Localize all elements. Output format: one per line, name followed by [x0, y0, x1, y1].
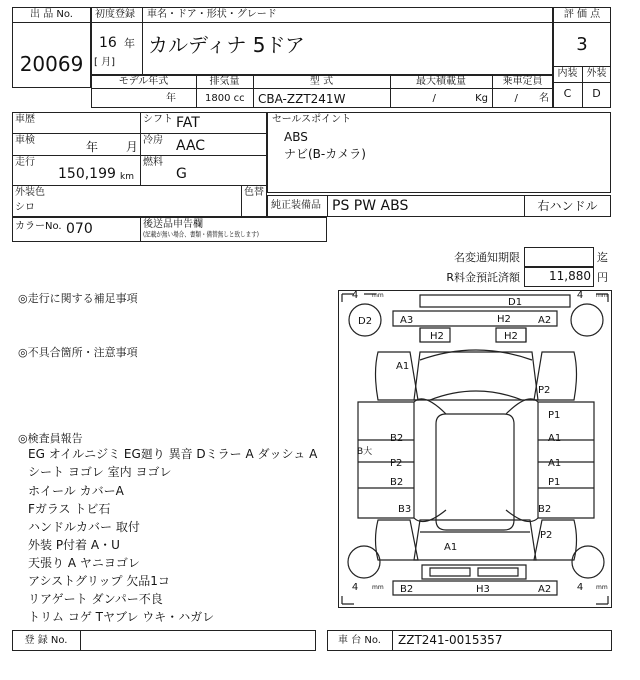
chassis-value: ZZT241-0015357: [398, 633, 503, 647]
exterior-label: 外装: [586, 68, 607, 79]
inspector-line-5: ハンドルカバー 取付: [28, 520, 140, 534]
mark-quarter-right-top: B2: [538, 504, 552, 515]
interior-label: 内装: [557, 68, 578, 79]
mark-lamp-right: H2: [504, 331, 518, 342]
fuel-label: 燃料: [143, 157, 163, 168]
inspector-line-4: Fガラス トビ石: [28, 502, 111, 516]
inspector-line-1: EG オイルニジミ EG廻り 異音 Dミラー A ダッシュ A: [28, 447, 318, 461]
mark-door-rr-top: A1: [548, 458, 562, 469]
history-label: 車歴: [15, 114, 35, 125]
grade-label: 評 価 点: [563, 9, 601, 20]
front-bumper-outline: [420, 295, 570, 307]
mark-lamp-left: H2: [430, 331, 444, 342]
fuel-value: G: [176, 166, 187, 182]
lot-no-label: 出 品 No.: [30, 9, 73, 20]
tire-unit-fl: mm: [372, 292, 384, 299]
equipment-value: PS PW ABS: [332, 198, 409, 214]
handle-value: 右ハンドル: [537, 199, 598, 213]
mark-wheel-fl: D2: [358, 316, 373, 327]
first-reg-year-unit: 年: [124, 37, 135, 50]
sales-points-label: セールスポイント: [272, 114, 352, 125]
inspector-line-7: 天張り A ヤニヨゴレ: [28, 556, 140, 570]
tire-fl-label: 4: [351, 290, 359, 301]
tire-fr-label: 4: [576, 290, 584, 301]
mark-hood-right: A2: [538, 315, 552, 326]
chassis-label: 車 台 No.: [338, 635, 381, 646]
mark-quarter-right-bottom: P2: [540, 530, 553, 541]
mileage-label: 走行: [15, 157, 35, 168]
tire-unit-fr: mm: [596, 292, 608, 299]
mark-bumper-rear-right: A2: [538, 584, 552, 595]
color-label: 外装色: [15, 187, 45, 198]
displacement: 1800 cc: [205, 93, 245, 104]
inspector-line-10: トリム コゲ Tヤブレ ウキ・ハガレ: [28, 610, 215, 624]
color-no-label: カラーNo.: [15, 221, 62, 232]
mark-door-rl-top: P2: [390, 458, 403, 469]
first-reg-label: 初度登録: [95, 9, 135, 20]
name-change-unit: 迄: [597, 251, 608, 264]
type-label: 型 式: [309, 76, 334, 87]
inspector-label: ◎検査員報告: [18, 432, 83, 445]
mark-door-fl: B2: [390, 433, 404, 444]
mark-fender-fl: A1: [396, 361, 410, 372]
sales-point-1: ABS: [284, 130, 308, 144]
capacity: / 名: [514, 93, 549, 104]
defects-label: ◎不具合箇所・注意事項: [18, 346, 138, 359]
inspector-line-6: 外装 P付着 A・U: [28, 538, 120, 552]
interior-grade: C: [563, 87, 572, 100]
inspection-value: 年 月: [86, 140, 138, 154]
model-name: カルディナ 5ドア: [148, 33, 305, 57]
hood-outline: [393, 311, 557, 326]
mark-sill-left: B大: [357, 447, 373, 457]
ac-label: 冷房: [143, 135, 163, 146]
wheel-fr-outline: [571, 304, 603, 336]
reg-no-label: 登 録 No.: [24, 635, 68, 646]
equipment-label: 純正装備品: [271, 200, 321, 211]
max-load-label: 最大積載量: [416, 76, 466, 87]
model-year-unit: 年: [166, 93, 176, 104]
inspector-line-9: リアゲート ダンパー不良: [28, 592, 163, 606]
mark-bumper-front: D1: [508, 297, 523, 308]
mark-hood-left: A3: [400, 315, 414, 326]
name-change-label: 名変通知期限: [454, 251, 520, 264]
inspector-line-2: シート ヨゴレ 室内 ヨゴレ: [28, 465, 172, 479]
max-load: / Kg: [432, 93, 488, 104]
mark-quarter-left: B3: [398, 504, 412, 515]
displacement-label: 排気量: [209, 76, 240, 87]
mark-tailgate: A1: [444, 542, 458, 553]
first-reg-year: 16: [99, 35, 117, 51]
mark-bumper-rear-left: B2: [400, 584, 414, 595]
mark-fender-fr: P2: [538, 385, 551, 396]
ac-value: AAC: [176, 138, 206, 154]
inspector-line-3: ホイール カバーA: [28, 484, 124, 498]
docs-note: (記載が無い場合、書類・備替無しと致します): [143, 231, 259, 240]
tire-unit-rr: mm: [596, 584, 608, 591]
tire-rr-label: 4: [576, 582, 584, 593]
shift-value: FAT: [176, 115, 200, 131]
mileage-unit: km: [120, 172, 134, 182]
mileage-value: 150,199: [58, 166, 116, 182]
sales-point-2: ナビ(B-カメラ): [284, 147, 366, 161]
tire-rl-label: 4: [351, 582, 359, 593]
docs-label: 後送品申告欄: [143, 219, 203, 230]
driving-label: ◎走行に関する補足事項: [18, 292, 138, 305]
recycle-value: 11,880: [549, 269, 591, 283]
recycle-unit: 円: [597, 271, 608, 284]
mark-bumper-rear-mid: H3: [476, 584, 490, 595]
color-no-value: 070: [66, 221, 93, 237]
mark-door-rl-bottom: B2: [390, 477, 404, 488]
model-label: 車名・ドア・形状・グレード: [147, 9, 277, 20]
color-value: シロ: [15, 202, 35, 213]
inspector-line-8: アシストグリップ 欠品1コ: [28, 574, 170, 588]
mark-door-fr-top: P1: [548, 410, 561, 421]
first-reg-month: [ 月]: [94, 57, 115, 68]
type-value: CBA-ZZT241W: [258, 92, 346, 106]
exterior-grade: D: [592, 87, 601, 100]
mark-door-rr-bottom: P1: [548, 477, 561, 488]
color-change-label: 色替: [244, 187, 264, 198]
capacity-label: 乗車定員: [502, 76, 543, 87]
tire-unit-rl: mm: [372, 584, 384, 591]
shift-label: シフト: [143, 114, 173, 125]
fender-fl-outline: [376, 352, 419, 400]
recycle-label: R料金預託済額: [446, 271, 520, 284]
overall-grade: 3: [576, 34, 588, 55]
lot-no: 20069: [19, 52, 84, 76]
inspection-label: 車検: [15, 135, 35, 146]
mark-hood-mid: H2: [497, 314, 511, 325]
model-year-label: モデル年式: [118, 76, 169, 87]
mark-door-fr-bottom: A1: [548, 433, 562, 444]
